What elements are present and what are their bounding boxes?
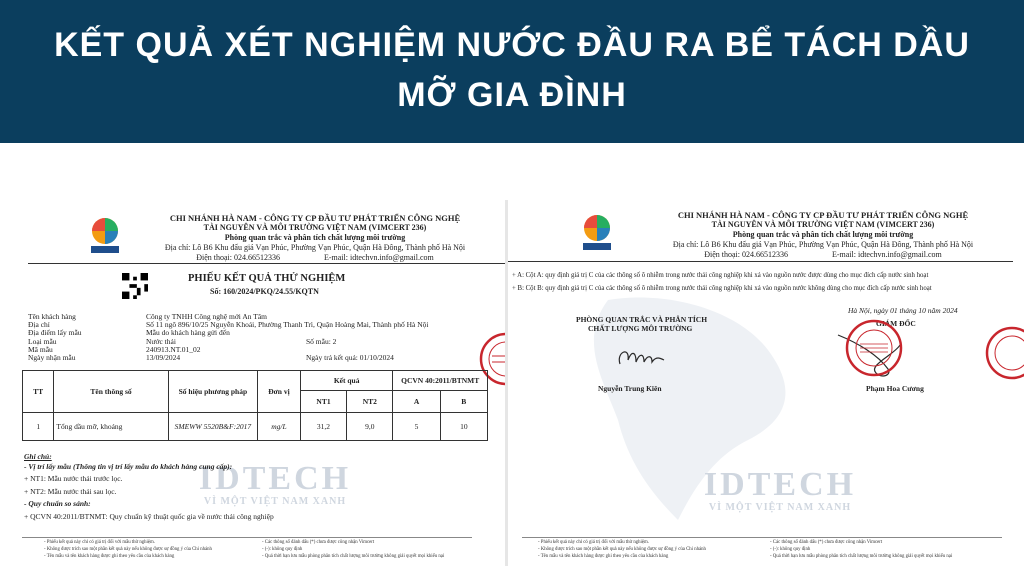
table-row	[23, 413, 488, 441]
lab-header	[125, 213, 505, 263]
cell-nt2: 9,0	[347, 413, 393, 441]
col-header-tt: TT	[23, 371, 54, 413]
cell-method: SMEWW 5520B&F:2017	[168, 413, 257, 441]
lab-department-line1: PHÒNG QUAN TRẮC VÀ PHÂN TÍCH	[576, 315, 708, 324]
footer-note: - Không được trích sao một phần kết quả này nếu không được sự đồng ý của Chi nhánh	[44, 547, 212, 552]
field-value-customer: Công ty TNHH Công nghệ mới An Tâm	[146, 312, 267, 321]
report-title: PHIẾU KẾT QUẢ THỬ NGHIỆM	[188, 273, 346, 284]
lab-phone: Điện thoại: 024.66512336	[704, 250, 788, 259]
red-stamp-icon	[844, 318, 904, 378]
column-b-note: + B: Cột B: quy định giá trị C của các thông số ô nhiễm trong nước thải công nghiệp khi xả vào nguồn nước không dùng cho mục đích cấp nước sinh hoạt	[512, 285, 932, 292]
field-label-sample-code: Mã mẫu	[28, 345, 53, 354]
col-header-unit: Đơn vị	[258, 371, 301, 413]
lab-department-line2: CHẤT LƯỢNG MÔI TRƯỜNG	[588, 324, 693, 333]
logo-text: IDTECH	[94, 248, 114, 253]
signature-1-icon	[612, 342, 672, 372]
note-line: - Quy chuẩn so sánh:	[24, 499, 91, 508]
qr-code-icon	[122, 273, 148, 299]
logo-text: IDTECH	[586, 245, 606, 250]
lab-email: E-mail: idtechvn.info@gmail.com	[831, 250, 942, 259]
report-page-1	[0, 200, 505, 566]
signing-date: Hà Nội, ngày 01 tháng 10 năm 2024	[848, 306, 958, 315]
note-line: + NT2: Mẫu nước thải sau lọc.	[24, 487, 117, 496]
footer-note: - Phiếu kết quả này chỉ có giá trị đối với mẫu thử nghiệm.	[44, 540, 155, 545]
report-page-2	[508, 200, 1024, 566]
watermark	[690, 468, 870, 513]
company-name: CHI NHÁNH HÀ NAM - CÔNG TY CP ĐẦU TƯ PHÁT TRIỂN CÔNG NGHỆ	[677, 210, 969, 220]
sub-header-nt1: NT1	[300, 391, 346, 413]
report-number: Số: 160/2024/PKQ/24.55/KQTN	[210, 287, 319, 296]
banner-title-line2: MỠ GIA ĐÌNH	[397, 76, 627, 114]
field-label-sample-type: Loại mẫu	[28, 337, 57, 346]
footer-rule	[522, 537, 1002, 538]
header-rule	[508, 261, 1013, 262]
cell-b: 10	[440, 413, 487, 441]
field-value-received-date: 13/09/2024	[146, 353, 181, 362]
col-header-method: Số hiệu phương pháp	[168, 371, 257, 413]
footer-note: - Quá thời hạn lưu mẫu phòng phân tích chất lượng môi trường không giải quyết mọi khiếu nại	[770, 554, 953, 559]
cell-tt: 1	[23, 413, 54, 441]
field-value-sample-code: 240913.NT.01_02	[146, 345, 201, 354]
field-label-location: Địa điểm lấy mẫu	[28, 328, 82, 337]
company-name: CHI NHÁNH HÀ NAM - CÔNG TY CP ĐẦU TƯ PHÁT TRIỂN CÔNG NGHỆ	[169, 213, 461, 223]
result-date: Ngày trả kết quả: 01/10/2024	[306, 353, 394, 362]
cell-unit: mg/L	[258, 413, 301, 441]
col-header-qcvn: QCVN 40:2011/BTNMT	[393, 371, 488, 391]
lab-name: Phòng quan trắc và phân tích chất lượng môi trường	[224, 233, 406, 242]
company-name-2: TÀI NGUYÊN VÀ MÔI TRƯỜNG VIỆT NAM (VIMCERT 236)	[711, 220, 935, 229]
col-header-param: Tên thông số	[54, 371, 168, 413]
field-value-sample-type: Nước thải	[146, 337, 176, 346]
notes-title: Ghi chú:	[24, 452, 52, 461]
footer-note: - Quá thời hạn lưu mẫu phòng phân tích chất lượng môi trường không giải quyết mọi khiếu nại	[262, 554, 445, 559]
col-header-result: Kết quả	[300, 371, 393, 391]
footer-note: - Tên mẫu và tên khách hàng được ghi theo yêu cầu của khách hàng	[538, 554, 669, 559]
banner-title-line1: KẾT QUẢ XÉT NGHIỆM NƯỚC ĐẦU RA BỂ TÁCH DẦU	[54, 26, 970, 64]
signer-2-name: Phạm Hoa Cương	[866, 384, 924, 393]
footer-left	[44, 539, 212, 560]
field-value-address: Số 11 ngõ 896/10/25 Nguyễn Khoái, Phường Thanh Trì, Quận Hoàng Mai, Thành phố Hà Nội	[146, 320, 429, 329]
footer-note: - Không được trích sao một phần kết quả này nếu không được sự đồng ý của Chi nhánh	[538, 547, 706, 552]
edge-stamp-icon	[984, 322, 1024, 384]
field-label-received-date: Ngày nhận mẫu	[28, 353, 76, 362]
signer-1-name: Nguyễn Trung Kiên	[598, 384, 662, 393]
lab-name: Phòng quan trắc và phân tích chất lượng môi trường	[732, 230, 914, 239]
footer-right	[770, 539, 952, 560]
footer-note: - Các thông số đánh dấu (*) chưa được công nhận Vimcert	[770, 540, 883, 545]
watermark-slogan: VÌ MỘT VIỆT NAM XANH	[203, 496, 347, 507]
company-name-2: TÀI NGUYÊN VÀ MÔI TRƯỜNG VIỆT NAM (VIMCERT 236)	[203, 223, 427, 232]
note-line: + QCVN 40:2011/BTNMT: Quy chuẩn kỹ thuật quốc gia về nước thải công nghiệp	[24, 512, 274, 521]
cell-param: Tổng dầu mỡ, khoáng	[54, 413, 168, 441]
lab-header	[628, 210, 1018, 260]
header-rule	[28, 263, 505, 264]
lab-email: E-mail: idtechvn.info@gmail.com	[323, 253, 434, 262]
cell-a: 5	[393, 413, 440, 441]
note-line: + NT1: Mẫu nước thải trước lọc.	[24, 474, 123, 483]
field-label-address: Địa chỉ	[28, 320, 50, 329]
sample-count: Số mẫu: 2	[306, 337, 337, 346]
watermark-brand: IDTECH	[703, 466, 857, 503]
title-banner	[0, 0, 1024, 143]
footer-note: - Phiếu kết quả này chỉ có giá trị đối với mẫu thử nghiệm.	[538, 540, 649, 545]
watermark-slogan: VÌ MỘT VIỆT NAM XANH	[708, 502, 852, 513]
field-value-location: Mẫu do khách hàng gửi đến	[146, 328, 230, 337]
lab-address: Địa chỉ: Lô B6 Khu đấu giá Vạn Phúc, Phường Vạn Phúc, Quận Hà Đông, Thành phố Hà Nội	[164, 243, 466, 252]
lab-phone: Điện thoại: 024.66512336	[196, 253, 280, 262]
column-a-note: + A: Cột A: quy định giá trị C của các thông số ô nhiễm trong nước thải công nghiệp khi xả vào nguồn nước được dùng cho mục đích cấp nước sinh hoạt	[512, 272, 929, 279]
footer-note: - (-): không quy định	[770, 547, 811, 552]
director-title: GIÁM ĐỐC	[876, 319, 916, 328]
lab-address: Địa chỉ: Lô B6 Khu đấu giá Vạn Phúc, Phường Vạn Phúc, Quận Hà Đông, Thành phố Hà Nội	[672, 240, 974, 249]
footer-rule	[22, 537, 472, 538]
sub-header-b: B	[440, 391, 487, 413]
field-label-customer: Tên khách hàng	[28, 312, 76, 321]
sub-header-nt2: NT2	[347, 391, 393, 413]
watermark-brand: IDTECH	[198, 460, 352, 497]
results-table	[22, 370, 488, 441]
cell-nt1: 31,2	[300, 413, 346, 441]
footer-note: - Các thông số đánh dấu (*) chưa được công nhận Vimcert	[262, 540, 375, 545]
footer-note: - (-): không quy định	[262, 547, 303, 552]
footer-note: - Tên mẫu và tên khách hàng được ghi theo yêu cầu của khách hàng	[44, 554, 175, 559]
sub-header-a: A	[393, 391, 440, 413]
footer-left	[538, 539, 706, 560]
note-line: - Vị trí lấy mẫu (Thông tin vị trí lấy mẫu do khách hàng cung cấp):	[24, 462, 233, 471]
footer-right	[262, 539, 444, 560]
